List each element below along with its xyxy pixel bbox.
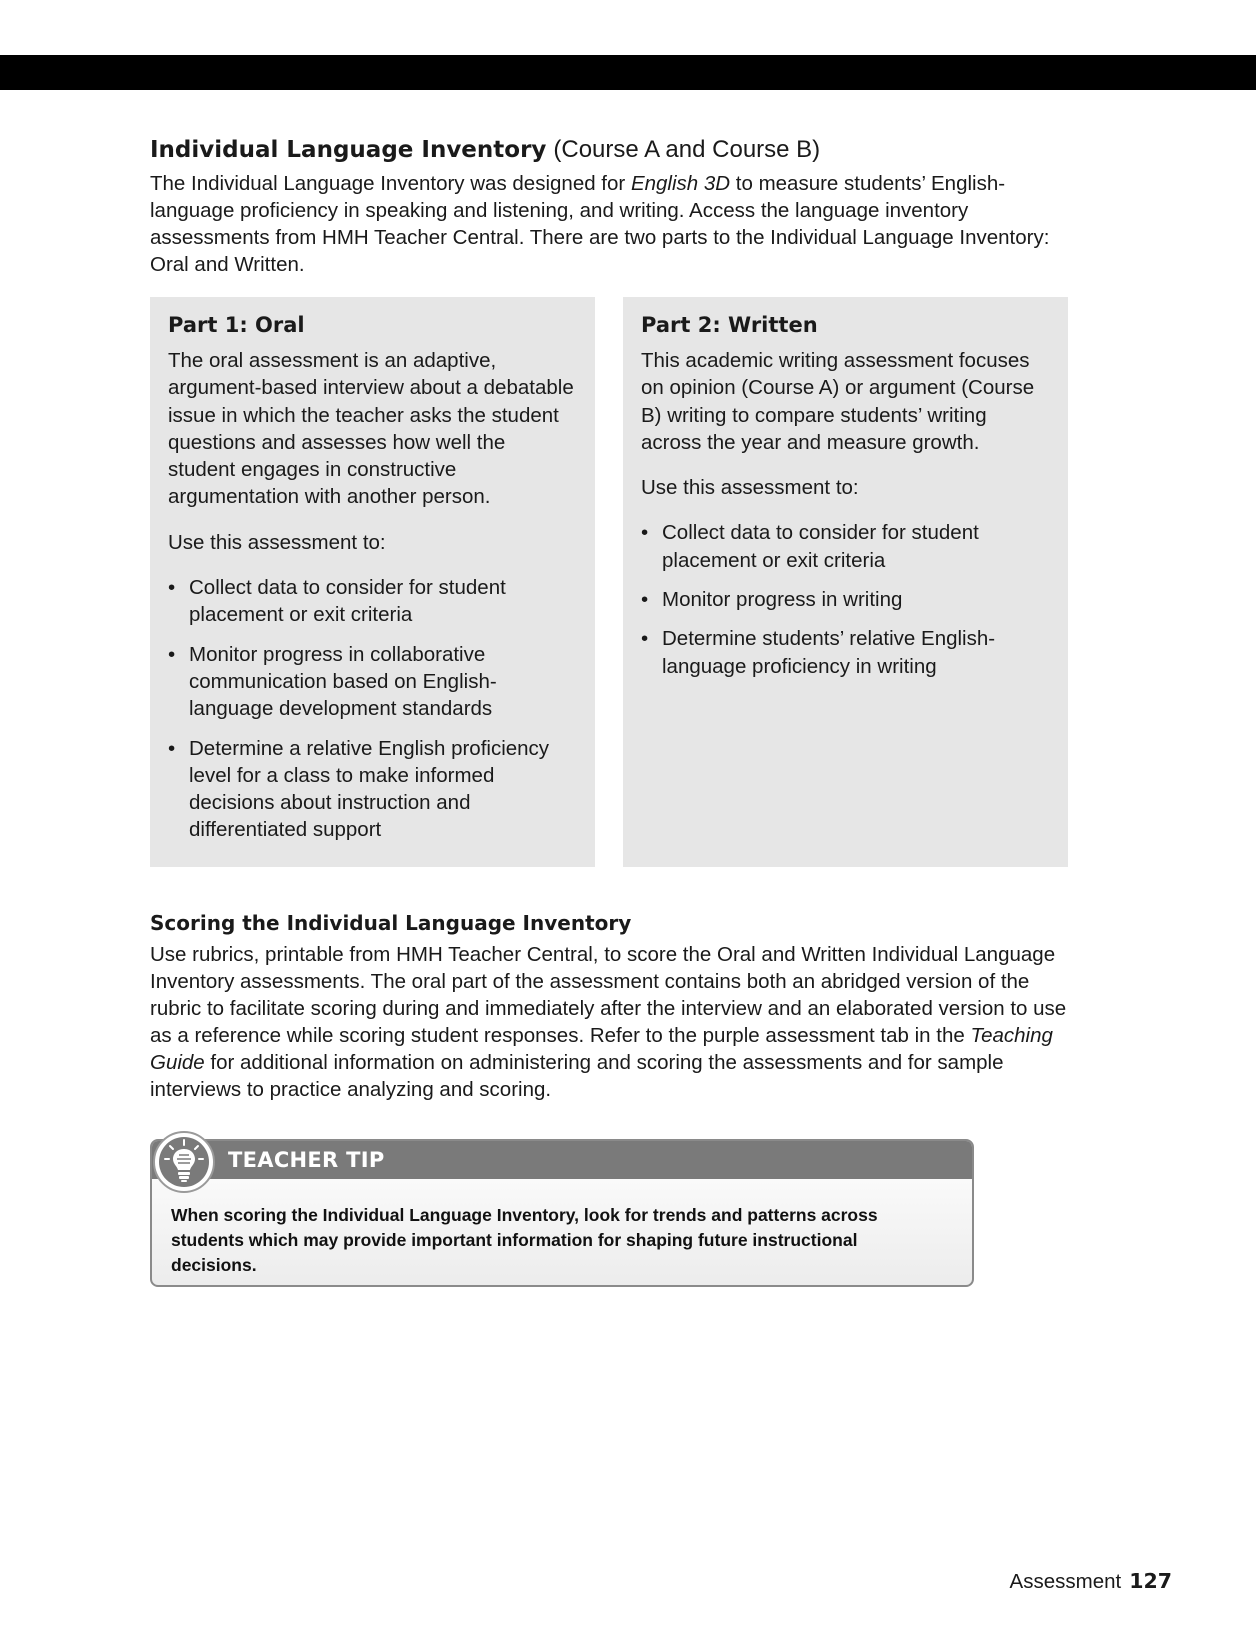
teacher-tip-box xyxy=(150,1139,974,1287)
lightbulb-icon xyxy=(152,1130,216,1194)
part1-bullet-list xyxy=(168,574,577,844)
bullet-icon: • xyxy=(168,642,176,666)
intro-paragraph xyxy=(150,170,1080,278)
list-item xyxy=(168,735,577,844)
bullet-icon: • xyxy=(168,576,176,600)
part2-use-label: Use this assessment to: xyxy=(641,476,859,500)
title-bold: Individual Language Inventory xyxy=(150,137,547,163)
bullet-icon: • xyxy=(641,627,649,651)
scoring-heading: Scoring the Individual Language Inventory xyxy=(150,911,632,935)
footer-section: Assessment xyxy=(1009,1570,1122,1593)
part2-heading: Part 2: Written xyxy=(641,313,818,337)
scoring-text-start: Use rubrics, printable from HMH Teacher Central, to score the Oral and Written Individual Language Inventory assessments. The oral part of the assessment contains both an abridged version of the rubric to facilitate scoring during and immediately after the interview and an elaborated version to use as a reference while scoring student responses. Refer to the purple assessment tab in the xyxy=(150,943,1067,1047)
list-item xyxy=(641,625,1050,680)
intro-text-end: to measure students’ English-language proficiency in speaking and listening, and writing. Access the language inventory assessments from HMH Teacher Central. There are two parts to the Individual Language Inventory: Oral and Written. xyxy=(150,172,1050,276)
list-item xyxy=(168,574,577,629)
bullet-text: Collect data to consider for student placement or exit criteria xyxy=(662,521,979,572)
teacher-tip-body: When scoring the Individual Language Inventory, look for trends and patterns across students which may provide important information for shaping future instructional decisions. xyxy=(171,1205,878,1275)
scoring-text-end: for additional information on administering and scoring the assessments and for sample interviews to practice analyzing and scoring. xyxy=(150,1051,1004,1101)
bullet-text: Monitor progress in writing xyxy=(662,588,903,612)
scoring-paragraph xyxy=(150,941,1080,1103)
title-subtitle: (Course A and Course B) xyxy=(553,136,821,163)
bullet-icon: • xyxy=(641,588,649,612)
part1-box xyxy=(150,297,595,867)
list-item xyxy=(641,519,1050,574)
intro-text-italic: English 3D xyxy=(630,172,731,195)
part2-bullet-list xyxy=(641,519,1050,679)
top-black-bar xyxy=(0,55,1256,90)
intro-section xyxy=(150,133,1080,278)
scoring-section xyxy=(150,909,1080,1103)
part1-heading: Part 1: Oral xyxy=(168,313,305,337)
scoring-text-italic: Teaching Guide xyxy=(150,1024,1053,1074)
part1-use-label: Use this assessment to: xyxy=(168,530,386,554)
bullet-text: Determine students’ relative English-language proficiency in writing xyxy=(662,627,996,678)
part2-description: This academic writing assessment focuses on opinion (Course A) or argument (Course B) writing to compare students’ writing across the year and measure growth. xyxy=(641,349,1035,454)
bullet-icon: • xyxy=(168,736,176,760)
teacher-tip-title: TEACHER TIP xyxy=(228,1148,385,1172)
bullet-icon: • xyxy=(641,521,649,545)
page-number: 127 xyxy=(1129,1569,1172,1593)
intro-text-start: The Individual Language Inventory was designed for xyxy=(150,172,631,195)
bullet-text: Determine a relative English proficiency level for a class to make informed decisions about instruction and differentiated support xyxy=(189,736,550,842)
bullet-text: Monitor progress in collaborative communication based on English-language development standards xyxy=(189,642,497,721)
page-title xyxy=(150,133,1080,166)
list-item xyxy=(168,641,577,723)
list-item xyxy=(641,586,1050,613)
page-footer xyxy=(1010,1567,1172,1596)
part1-description: The oral assessment is an adaptive, argument-based interview about a debatable issue in which the teacher asks the student questions and assesses how well the student engages in constructive argumentation with another person. xyxy=(168,349,574,509)
part2-box xyxy=(623,297,1068,867)
bullet-text: Collect data to consider for student placement or exit criteria xyxy=(189,576,506,627)
